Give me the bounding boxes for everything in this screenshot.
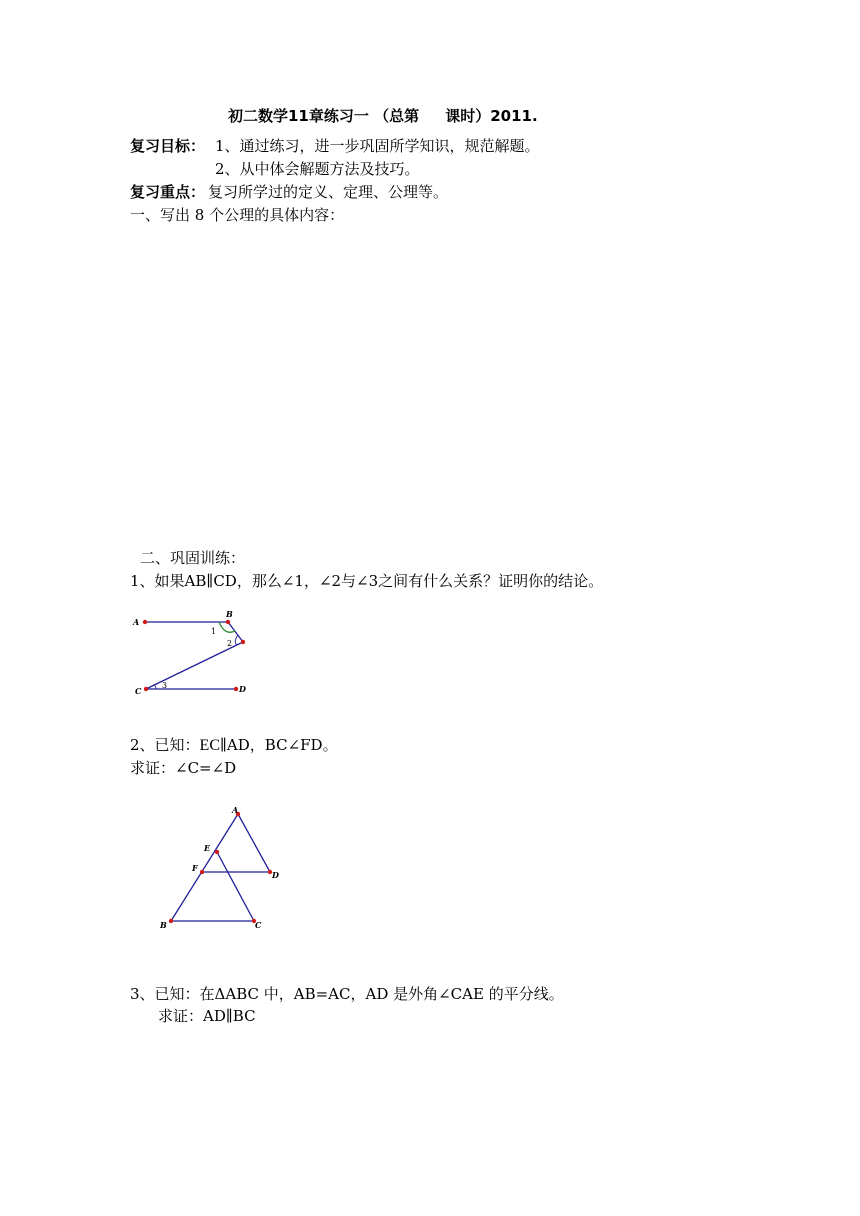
page-title: 初二数学11章练习一 （总第 课时）2011. bbox=[228, 107, 538, 125]
question-2-rest: ∥AD，BC∠FD。 bbox=[220, 736, 338, 754]
segment-ad bbox=[238, 814, 270, 872]
label-d: D bbox=[272, 870, 279, 880]
point-f bbox=[200, 870, 204, 874]
goals-line-2: 2、从中体会解题方法及技巧。 bbox=[215, 160, 420, 178]
label-d: D bbox=[239, 684, 246, 694]
focus-label: 复习重点： bbox=[130, 183, 206, 201]
label-angle-3: 3 bbox=[162, 681, 168, 690]
figure-2-diagram bbox=[155, 803, 295, 933]
label-angle-1: 1 bbox=[211, 627, 217, 636]
question-3-prove: 求证：AD∥BC bbox=[158, 1007, 256, 1025]
segment-ab bbox=[171, 814, 238, 921]
focus-text: 复习所学过的定义、定理、公理等。 bbox=[208, 183, 449, 201]
question-2-text bbox=[130, 735, 338, 756]
label-b: B bbox=[160, 920, 167, 930]
point-e bbox=[241, 640, 245, 644]
label-a: A bbox=[232, 805, 239, 815]
point-b bbox=[169, 919, 173, 923]
goals-line-1: 1、通过练习，进一步巩固所学知识，规范解题。 bbox=[215, 137, 540, 155]
section-1-heading: 一、写出 8 个公理的具体内容： bbox=[130, 206, 345, 224]
question-1-text: 1、如果AB∥CD，那么∠1，∠2与∠3之间有什么关系？证明你的结论。 bbox=[130, 572, 604, 590]
label-angle-2: 2 bbox=[227, 639, 233, 648]
label-f: F bbox=[192, 863, 198, 873]
segment-ec bbox=[217, 852, 254, 921]
point-b bbox=[226, 620, 230, 624]
label-c: C bbox=[255, 920, 262, 930]
figure-1-diagram bbox=[125, 608, 265, 698]
question-3-text: 3、已知：在ΔABC 中，AB=AC，AD 是外角∠CAE 的平分线。 bbox=[130, 985, 564, 1003]
label-b: B bbox=[226, 609, 233, 619]
angle-2-arc bbox=[235, 635, 238, 645]
question-2-prove: 求证：∠C=∠D bbox=[130, 759, 237, 777]
question-2-ec: EC bbox=[199, 737, 220, 754]
question-2-prefix: 2、已知： bbox=[130, 736, 200, 754]
point-c bbox=[144, 687, 148, 691]
point-a bbox=[143, 620, 147, 624]
section-2-heading: 二、巩固训练： bbox=[140, 549, 246, 567]
label-e: E bbox=[204, 843, 211, 853]
point-e bbox=[215, 850, 219, 854]
point-d bbox=[234, 687, 238, 691]
goals-label: 复习目标： bbox=[130, 137, 206, 155]
label-c: C bbox=[135, 686, 142, 696]
label-a: A bbox=[133, 617, 140, 627]
segment-ec bbox=[146, 642, 243, 689]
